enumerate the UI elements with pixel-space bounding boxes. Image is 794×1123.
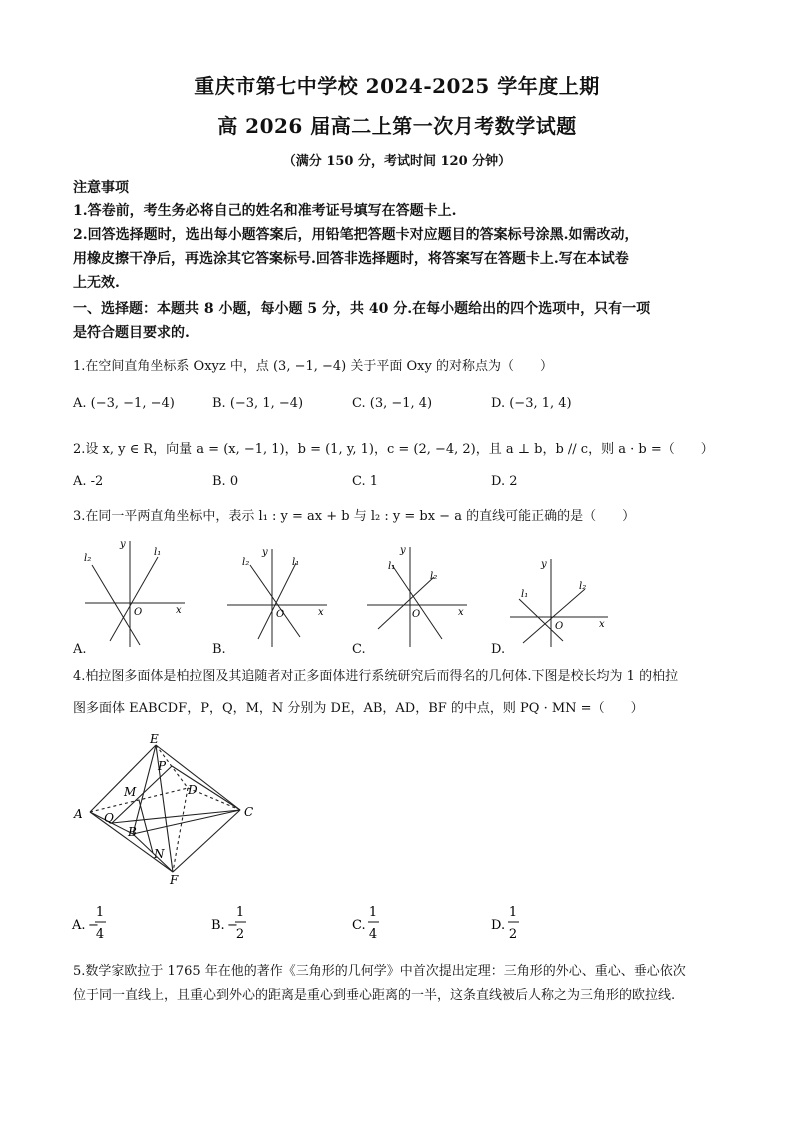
svg-text:l₂: l₂ <box>430 571 438 582</box>
question-4-octahedron-figure <box>70 730 270 890</box>
question-2-stem: 2.设 x, y ∈ R，向量 a = (x, −1, 1)，b = (1, y, 1)，c = (2, −4, 2)，且 a ⊥ b，b // c，则 a · b =（ ） <box>73 442 714 457</box>
svg-text:O: O <box>412 609 421 620</box>
svg-text:A.: A. <box>72 918 86 933</box>
exam-title-line1: 重庆市第七中学校 2024-2025 学年度上期 <box>194 74 600 98</box>
svg-text:D: D <box>188 783 198 797</box>
notice-item-2-line-2: 用橡皮擦干净后，再选涂其它答案标号.回答非选择题时，将答案写在答题卡上.写在本试卷 <box>73 251 629 267</box>
notice-item-1: 1.答卷前，考生务必将自己的姓名和准考证号填写在答题卡上. <box>73 203 457 219</box>
notice-item-2-line-3: 上无效. <box>73 275 120 291</box>
question-2-option-d: D. 2 <box>491 474 518 489</box>
svg-text:B.: B. <box>211 918 225 933</box>
question-1-option-a: A. (−3, −1, −4) <box>73 396 175 411</box>
svg-text:O: O <box>134 607 143 618</box>
svg-text:l₂: l₂ <box>84 553 92 564</box>
svg-text:−: − <box>227 918 238 933</box>
svg-text:l₁: l₁ <box>388 561 396 572</box>
notice-heading: 注意事项 <box>73 180 129 196</box>
question-1-option-b: B. (−3, 1, −4) <box>212 396 304 411</box>
svg-text:y: y <box>400 545 406 556</box>
question-4-options <box>70 902 670 944</box>
question-1-option-c: C. (3, −1, 4) <box>352 396 433 411</box>
svg-text:l₂: l₂ <box>242 557 250 568</box>
question-2-option-b: B. 0 <box>212 474 239 489</box>
exam-subtitle: （满分 150 分，考试时间 120 分钟） <box>282 154 512 169</box>
section-1-heading-line-1: 一、选择题：本题共 8 小题，每小题 5 分，共 40 分.在每小题给出的四个选项中，只有一项 <box>73 301 651 317</box>
question-4-option-b <box>211 905 246 942</box>
svg-text:x: x <box>176 605 182 616</box>
question-4-option-a <box>71 905 106 942</box>
svg-text:O: O <box>555 621 564 632</box>
svg-text:D.: D. <box>491 918 506 933</box>
svg-text:y: y <box>262 547 268 558</box>
svg-text:l₁: l₁ <box>292 557 300 568</box>
svg-text:l₁: l₁ <box>521 589 529 600</box>
question-3-graph-d <box>505 555 615 650</box>
svg-text:4: 4 <box>95 927 105 942</box>
question-4-option-c <box>352 905 379 942</box>
svg-text:A: A <box>74 807 83 821</box>
svg-text:Q: Q <box>104 811 114 825</box>
svg-text:P: P <box>158 759 167 773</box>
svg-text:2: 2 <box>235 927 245 942</box>
question-3-graph-b <box>222 545 332 650</box>
question-5-line-2: 位于同一直线上，且重心到外心的距离是重心到垂心距离的一半，这条直线被后人称之为三角形的欧拉线. <box>73 988 676 1003</box>
question-3-stem: 3.在同一平两直角坐标中，表示 l₁ : y = ax + b 与 l₂ : y = bx − a 的直线可能正确的是（ ） <box>73 509 636 524</box>
svg-text:2: 2 <box>508 927 518 942</box>
svg-text:N: N <box>154 847 165 861</box>
svg-text:x: x <box>599 619 605 630</box>
svg-text:4: 4 <box>368 927 378 942</box>
svg-text:B: B <box>128 825 137 839</box>
question-3-option-a: A. <box>73 642 87 657</box>
svg-text:−: − <box>88 918 99 933</box>
svg-text:y: y <box>120 539 126 550</box>
svg-text:l₂: l₂ <box>579 581 587 592</box>
question-3-graph-a <box>80 535 190 650</box>
svg-text:1: 1 <box>235 905 245 920</box>
question-3-option-b: B. <box>212 642 226 657</box>
exam-title-line2: 高 2026 届高二上第一次月考数学试题 <box>217 114 577 138</box>
question-1-option-d: D. (−3, 1, 4) <box>491 396 572 411</box>
svg-text:M: M <box>124 785 137 799</box>
svg-text:1: 1 <box>508 905 518 920</box>
question-2-option-a: A. -2 <box>73 474 104 489</box>
svg-text:F: F <box>170 873 179 887</box>
question-4-stem-line-2: 图多面体 EABCDF，P，Q，M，N 分别为 DE，AB，AD，BF 的中点，则 PQ · MN =（ ） <box>73 701 644 716</box>
question-3-option-d: D. <box>491 642 506 657</box>
question-2-option-c: C. 1 <box>352 474 379 489</box>
question-5-line-1: 5.数学家欧拉于 1765 年在他的著作《三角形的几何学》中首次提出定理：三角形的外心、重心、垂心依次 <box>73 964 686 979</box>
question-3-option-c: C. <box>352 642 366 657</box>
question-3-graph-c <box>362 543 472 650</box>
svg-text:1: 1 <box>95 905 105 920</box>
notice-item-2-line-1: 2.回答选择题时，选出每小题答案后，用铅笔把答题卡对应题目的答案标号涂黑.如需改动， <box>73 227 639 243</box>
question-4-stem-line-1: 4.柏拉图多面体是柏拉图及其追随者对正多面体进行系统研究后而得名的几何体.下图是校长均为 1 的柏拉 <box>73 669 679 684</box>
svg-text:x: x <box>318 607 324 618</box>
question-1-stem: 1.在空间直角坐标系 Oxyz 中，点 (3, −1, −4) 关于平面 Oxy 的对称点为（ ） <box>73 359 553 374</box>
svg-text:1: 1 <box>368 905 378 920</box>
section-1-heading-line-2: 是符合题目要求的. <box>73 325 190 341</box>
svg-text:C: C <box>244 805 254 819</box>
svg-text:O: O <box>276 609 285 620</box>
svg-text:y: y <box>541 559 547 570</box>
svg-text:l₁: l₁ <box>154 547 162 558</box>
svg-text:E: E <box>150 732 159 746</box>
question-4-option-d <box>491 905 519 942</box>
svg-text:x: x <box>458 607 464 618</box>
svg-text:C.: C. <box>352 918 366 933</box>
